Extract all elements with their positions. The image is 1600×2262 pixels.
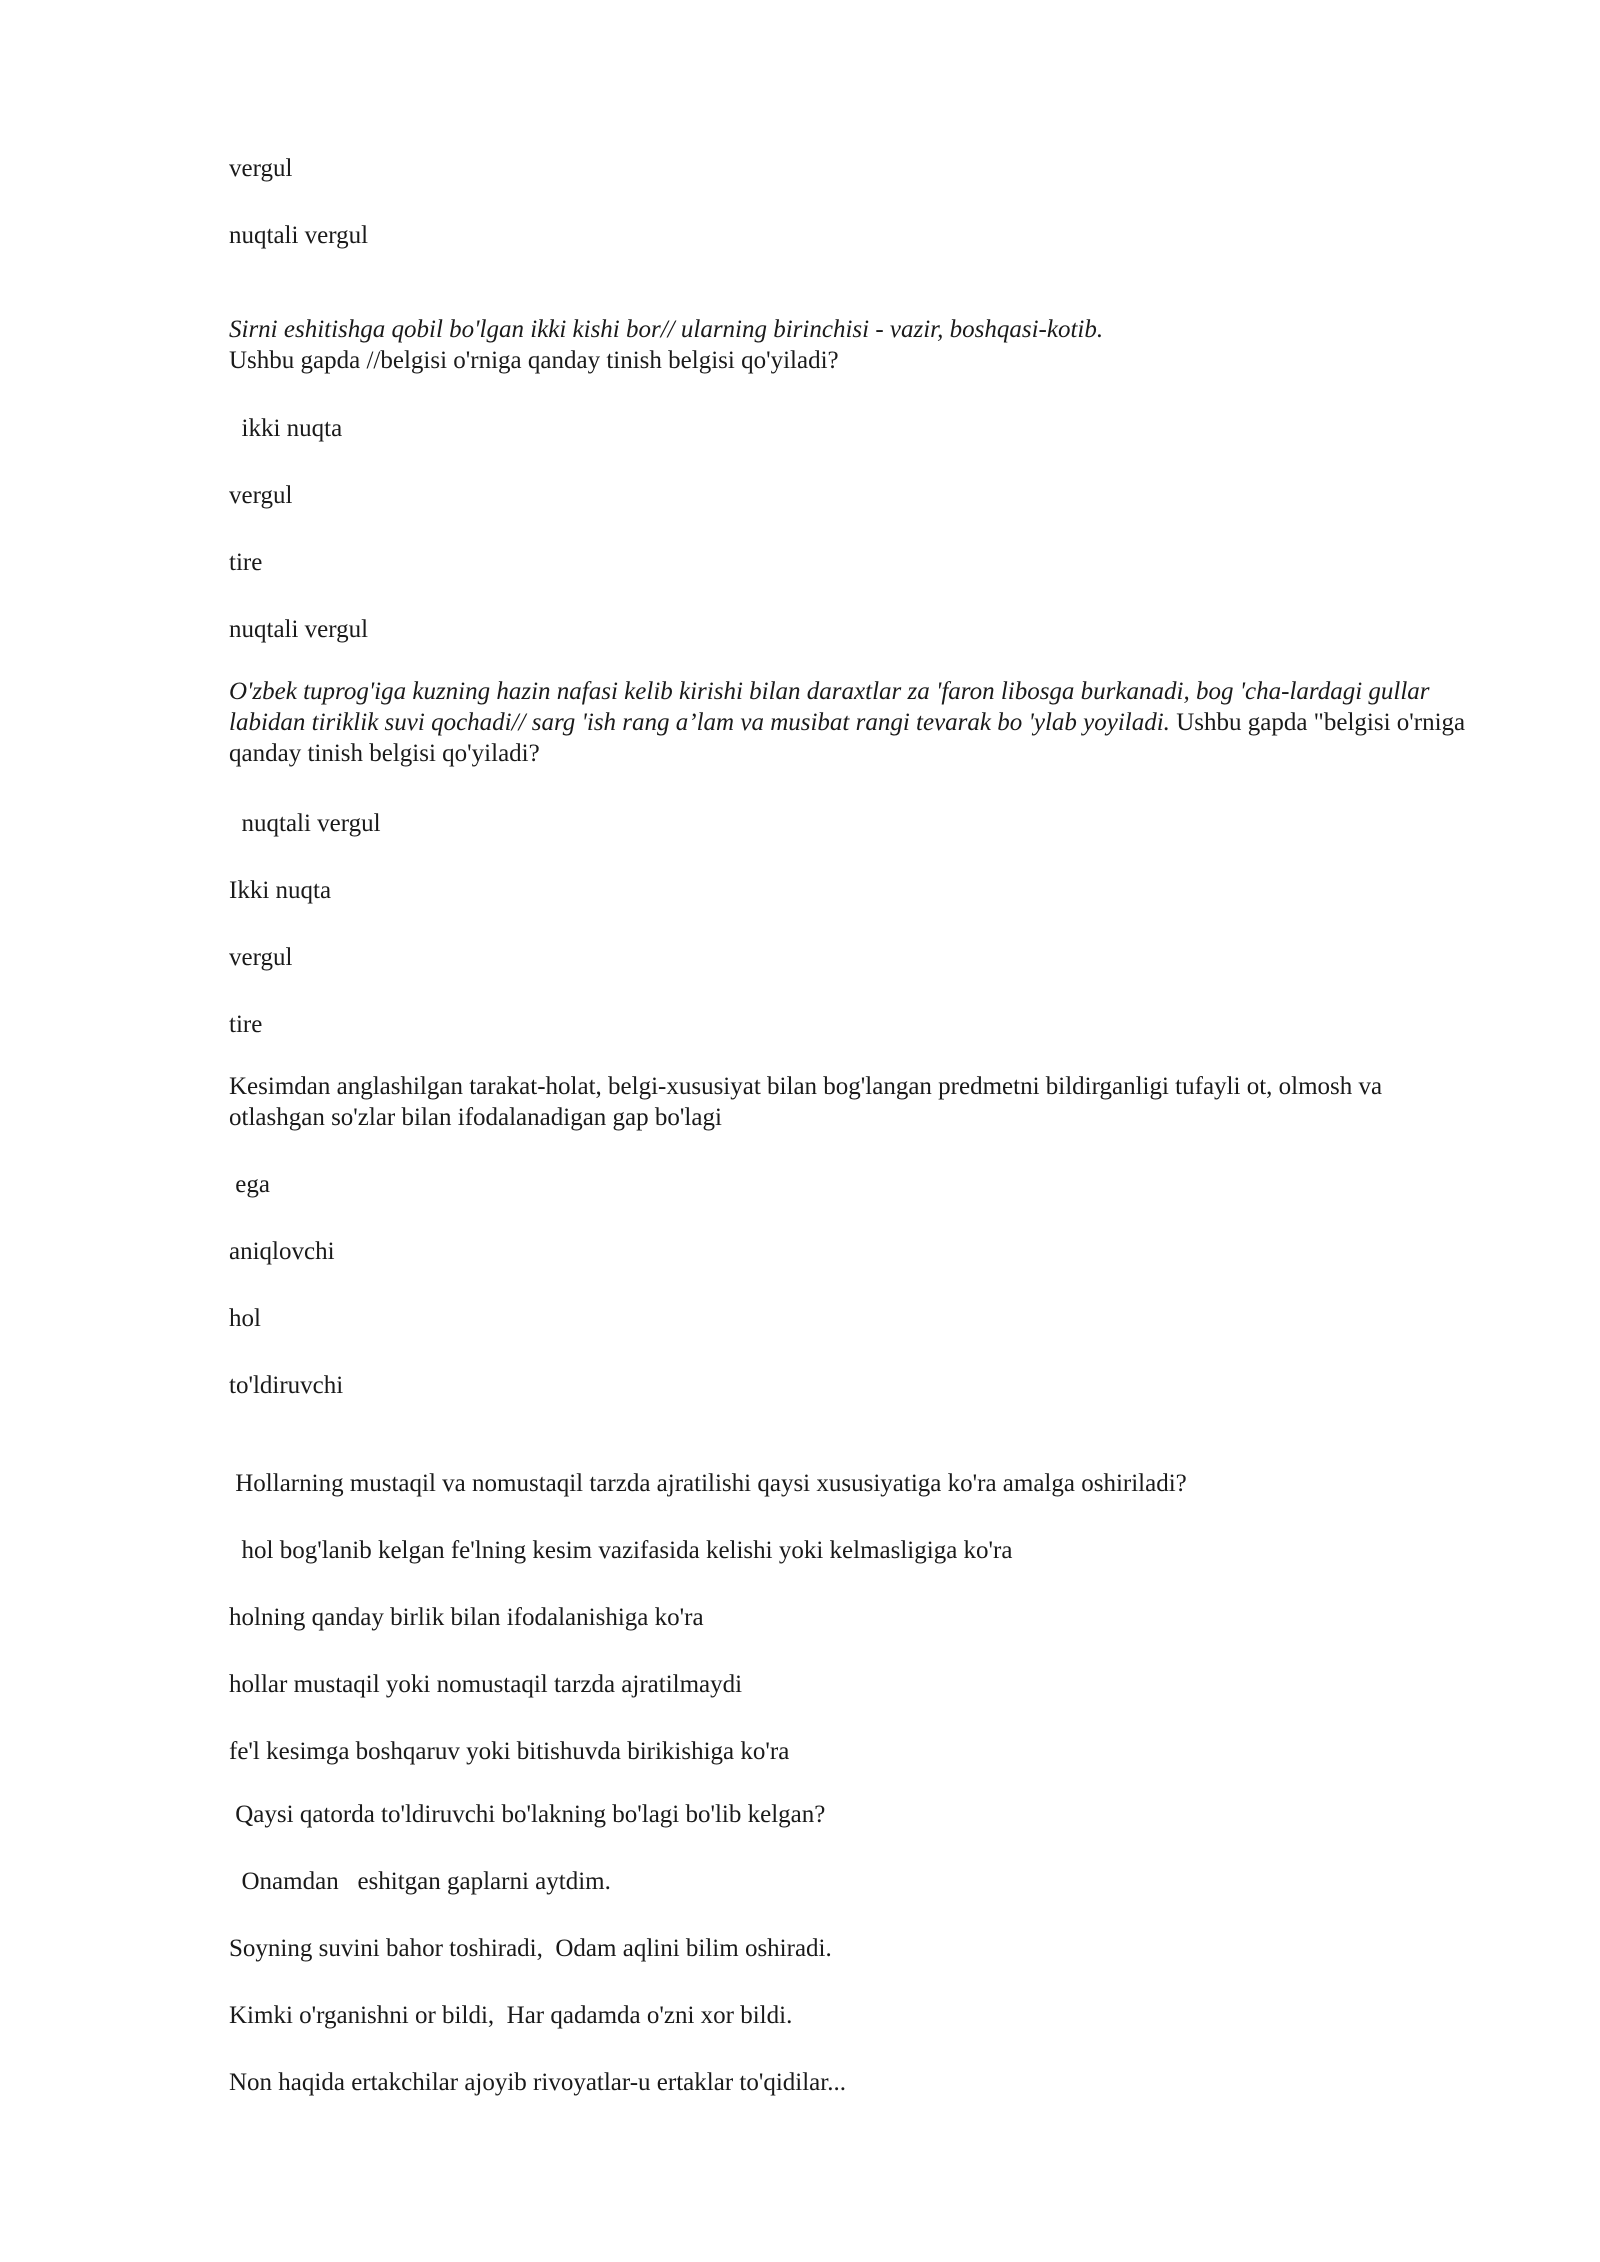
question-text: Ushbu gapda //belgisi o'rniga qanday tinish belgisi qo'yiladi? (229, 347, 839, 374)
question-text: Kesimdan anglashilgan tarakat-holat, belgi-xususiyat bilan bog'langan predmetni bildirganligi tufayli ot, olmosh va otlashgan so'zlar bilan ifodalanadigan gap bo'lagi (229, 1073, 1383, 1131)
answer-option: to'ldiruvchi (229, 1372, 344, 1399)
answer-option: nuqtali vergul (229, 222, 369, 249)
answer-option: Ikki nuqta (229, 877, 332, 904)
answer-option: holning qanday birlik bilan ifodalanishiga ko'ra (229, 1604, 704, 1631)
answer-option: ikki nuqta (229, 415, 343, 442)
answer-option: nuqtali vergul (229, 810, 381, 837)
answer-option: hol bog'lanib kelgan fe'lning kesim vazifasida kelishi yoki kelmasligiga ko'ra (229, 1537, 1013, 1564)
question-block (229, 676, 1479, 769)
answer-option: aniqlovchi (229, 1238, 335, 1265)
question-text: Ushbu gapda "belgisi o'rniga qanday tinish belgisi qo'yiladi? (229, 709, 1466, 767)
answer-option: tire (229, 1011, 263, 1038)
question-text: Hollarning mustaqil va nomustaqil tarzda ajratilishi qaysi xususiyatiga ko'ra amalga oshiriladi? (229, 1470, 1187, 1497)
answer-option: hollar mustaqil yoki nomustaqil tarzda ajratilmaydi (229, 1671, 743, 1698)
answer-option: fe'l kesimga boshqaruv yoki bitishuvda birikishiga ko'ra (229, 1738, 790, 1765)
answer-option: Onamdan eshitgan gaplarni aytdim. (229, 1868, 611, 1895)
answer-option: nuqtali vergul (229, 616, 369, 643)
example-sentence: Sirni eshitishga qobil bo'lgan ikki kishi bor// ularning birinchisi - vazir, boshqasi-kotib. (229, 316, 1104, 343)
question-text: Qaysi qatorda to'ldiruvchi bo'lakning bo'lagi bo'lib kelgan? (229, 1801, 826, 1828)
question-block (229, 314, 1479, 376)
answer-option: hol (229, 1305, 261, 1332)
answer-option: Non haqida ertakchilar ajoyib rivoyatlar-u ertaklar to'qidilar... (229, 2069, 846, 2096)
answer-option: vergul (229, 155, 293, 182)
answer-option: Soyning suvini bahor toshiradi, Odam aqlini bilim oshiradi. (229, 1935, 832, 1962)
answer-option: vergul (229, 944, 293, 971)
answer-option: tire (229, 549, 263, 576)
answer-option: vergul (229, 482, 293, 509)
example-sentence: O'zbek tuprog'iga kuzning hazin nafasi kelib kirishi bilan daraxtlar za 'faron libosga burkanadi, bog 'cha-lardagi gullar labidan tiriklik suvi qochadi// sarg 'ish rang a’lam va musibat rangi tevarak bo 'ylab yoyiladi. (229, 678, 1430, 736)
answer-option: ega (229, 1171, 270, 1198)
answer-option: Kimki o'rganishni or bildi, Har qadamda o'zni xor bildi. (229, 2002, 793, 2029)
